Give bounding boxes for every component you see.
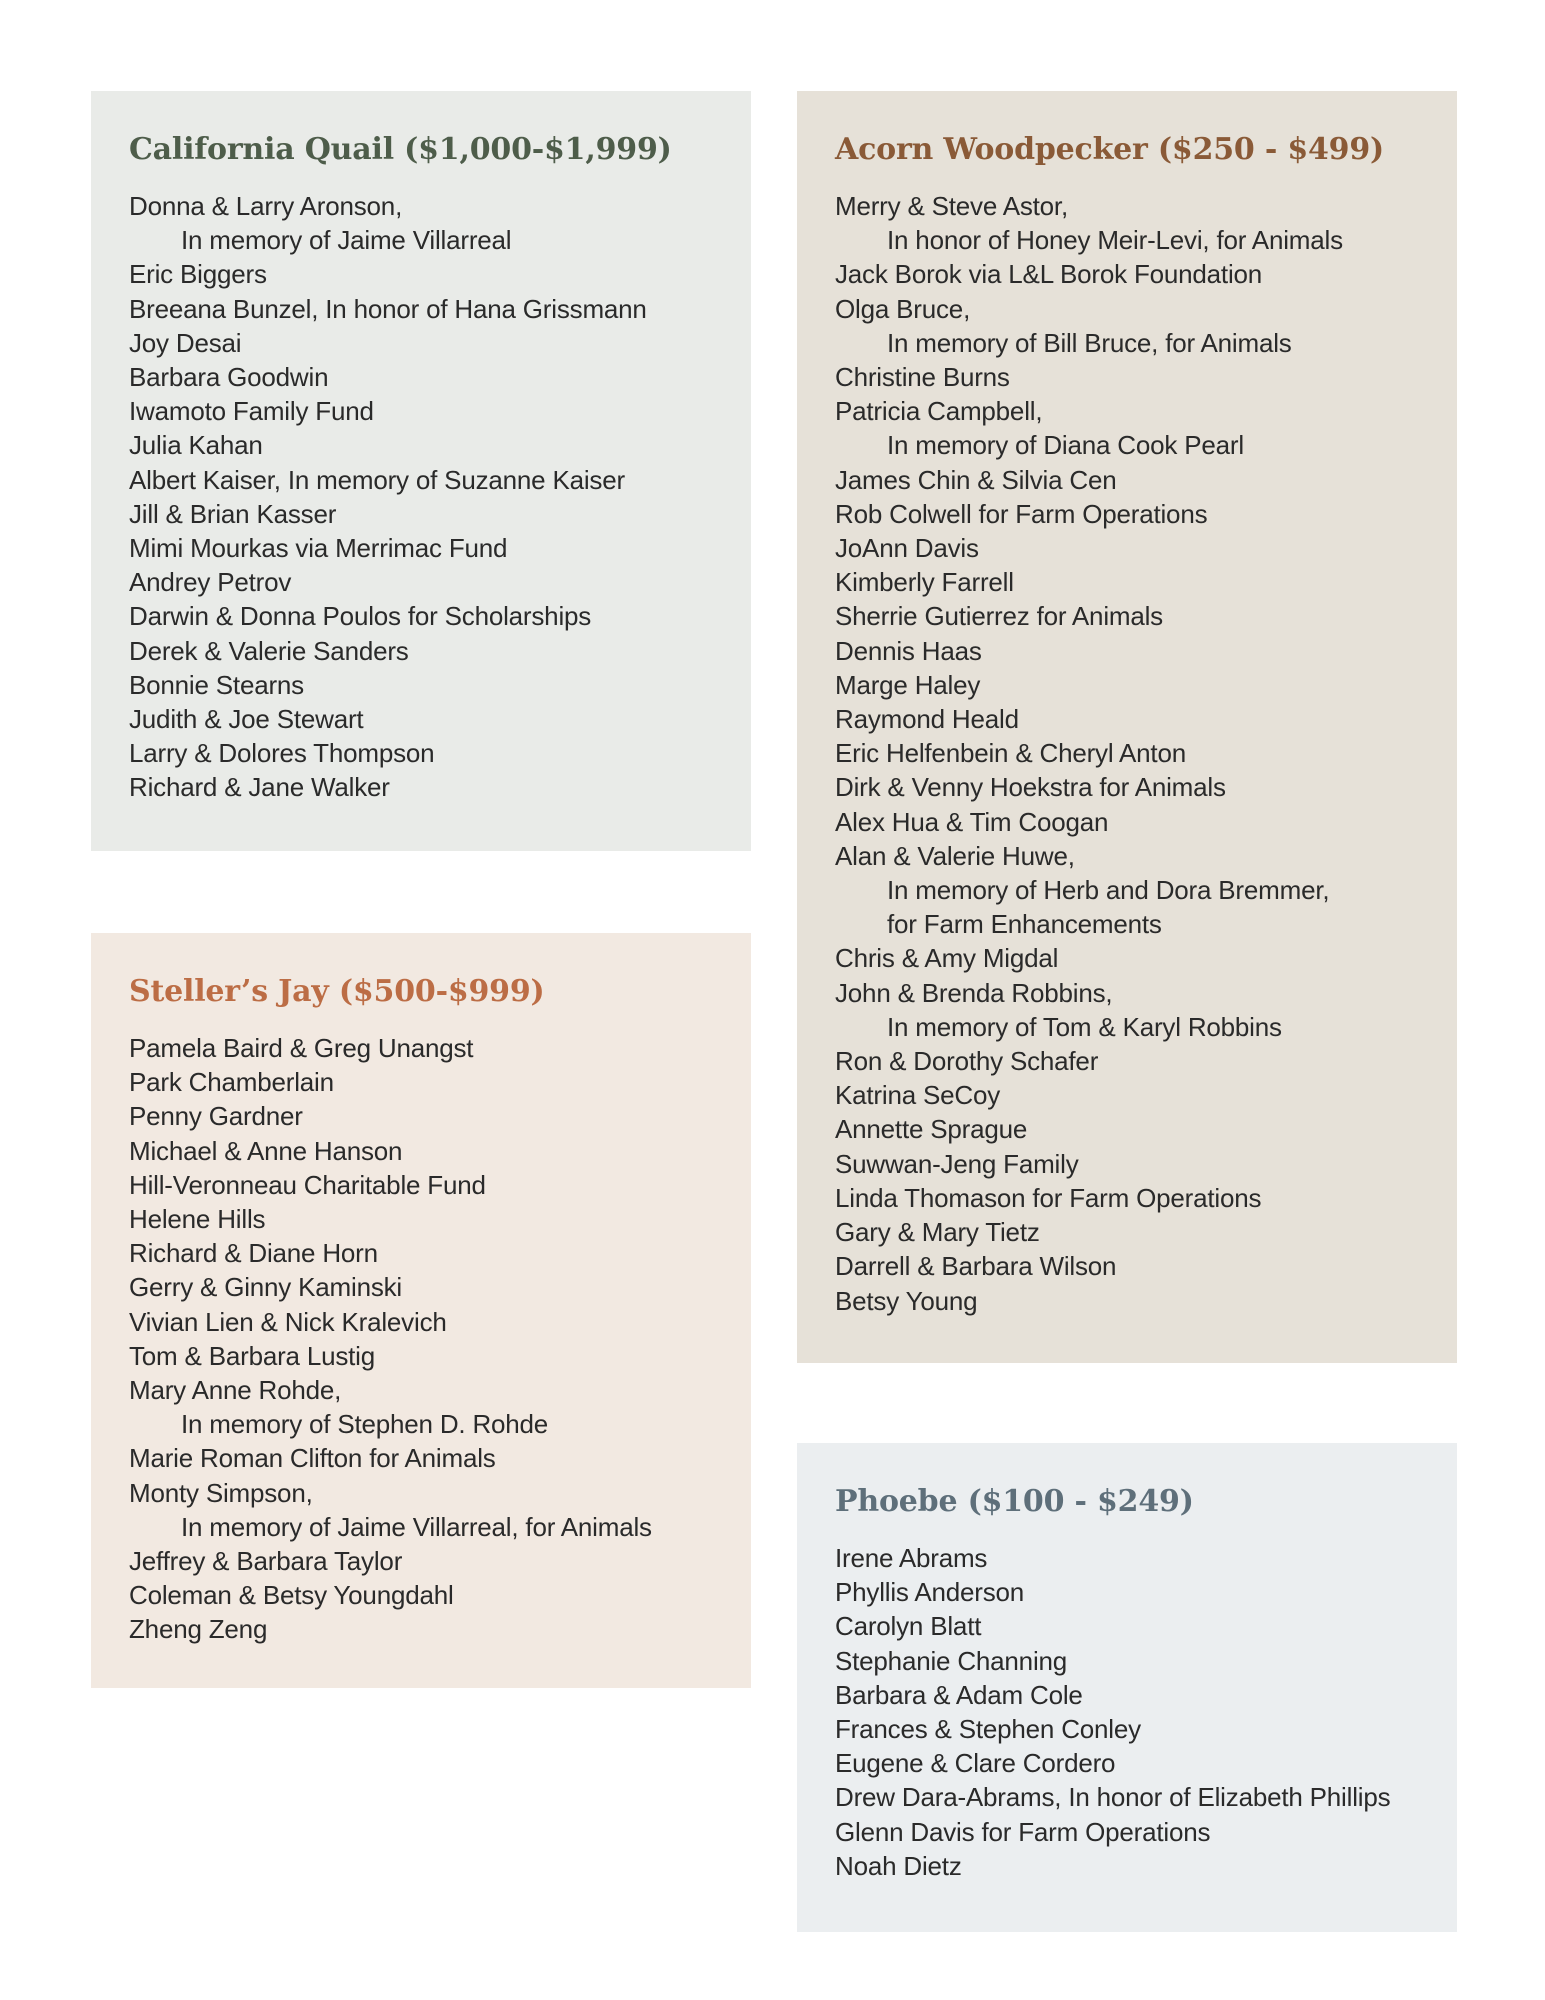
donor-entry: Dirk & Venny Hoekstra for Animals [835, 772, 1226, 803]
donor-section-acorn-woodpecker [797, 91, 1457, 1363]
donor-entry: Drew Dara-Abrams, In honor of Elizabeth Phillips [835, 1782, 1391, 1813]
donor-entry: Eric Biggers [129, 259, 267, 290]
donor-entry: Christine Burns [835, 362, 1010, 393]
donor-entry: Penny Gardner [129, 1101, 303, 1132]
donor-entry: Olga Bruce, [835, 293, 971, 324]
donor-entry: Alex Hua & Tim Coogan [835, 806, 1109, 837]
donor-entry: Marge Haley [835, 669, 981, 700]
donor-entry: Noah Dietz [835, 1850, 962, 1881]
donor-entry: Sherrie Gutierrez for Animals [835, 601, 1163, 632]
donor-entry: Glenn Davis for Farm Operations [835, 1816, 1211, 1847]
donor-entry: Merry & Steve Astor, [835, 191, 1068, 221]
donor-tribute-line: In memory of Herb and Dora Bremmer, [887, 875, 1330, 906]
donor-entry: Annette Sprague [835, 1114, 1028, 1145]
donor-tribute-line: In memory of Tom & Karyl Robbins [887, 1011, 1282, 1042]
donor-entry: Jack Borok via L&L Borok Foundation [835, 259, 1263, 290]
donor-entry: Dennis Haas [835, 635, 982, 666]
donor-entry: Barbara Goodwin [129, 362, 329, 393]
donor-entry: Mary Anne Rohde, [129, 1375, 342, 1406]
donor-list [129, 1031, 713, 1647]
donor-entry: John & Brenda Robbins, [835, 977, 1113, 1008]
donor-entry: Julia Kahan [129, 430, 263, 461]
donor-tribute-line: In honor of Honey Meir-Levi, for Animals [887, 225, 1343, 256]
donor-tribute-line: In memory of Bill Bruce, for Animals [887, 327, 1292, 358]
donor-entry: Breeana Bunzel, In honor of Hana Grissmann [129, 293, 647, 324]
donor-entry: Larry & Dolores Thompson [129, 738, 435, 769]
donor-entry: Coleman & Betsy Youngdahl [129, 1580, 454, 1611]
donor-section-california-quail [91, 91, 751, 851]
donor-tribute-line: In memory of Diana Cook Pearl [887, 430, 1244, 461]
donor-tribute-line: In memory of Jaime Villarreal [181, 225, 512, 256]
donor-entry: Derek & Valerie Sanders [129, 635, 409, 666]
donor-entry: Jill & Brian Kasser [129, 498, 337, 529]
section-heading: Acorn Woodpecker ($250 - $499) [835, 132, 1385, 167]
donor-entry: Carolyn Blatt [835, 1611, 982, 1642]
donor-tribute-line: for Farm Enhancements [887, 909, 1162, 940]
donor-entry: Ron & Dorothy Schafer [835, 1046, 1099, 1077]
donor-entry: Richard & Jane Walker [129, 772, 390, 803]
donor-entry: JoAnn Davis [835, 533, 979, 564]
donor-entry: Katrina SeCoy [835, 1080, 1001, 1111]
donor-entry: Phyllis Anderson [835, 1577, 1025, 1608]
donor-entry: Joy Desai [129, 327, 242, 358]
donor-entry: Raymond Heald [835, 704, 1019, 735]
donor-entry: Darrell & Barbara Wilson [835, 1251, 1117, 1282]
donor-list [129, 189, 713, 805]
donor-entry: Monty Simpson, [129, 1477, 313, 1508]
donor-section-phoebe [797, 1443, 1457, 1932]
donor-entry: Kimberly Farrell [835, 567, 1014, 598]
donor-list [835, 1541, 1419, 1883]
donor-entry: Iwamoto Family Fund [129, 396, 374, 427]
donor-entry: Barbara & Adam Cole [835, 1679, 1083, 1710]
donor-entry: Gerry & Ginny Kaminski [129, 1272, 403, 1303]
donor-entry: Jeffrey & Barbara Taylor [129, 1546, 403, 1577]
donor-entry: Zheng Zeng [129, 1614, 268, 1645]
donor-entry: Patricia Campbell, [835, 396, 1043, 427]
section-heading: Steller’s Jay ($500-$999) [129, 974, 545, 1009]
donor-tribute-line: In memory of Jaime Villarreal, for Animals [181, 1511, 652, 1542]
donor-entry: Suwwan-Jeng Family [835, 1148, 1079, 1179]
donor-entry: Richard & Diane Horn [129, 1238, 378, 1269]
donor-entry: Irene Abrams [835, 1543, 988, 1573]
donor-entry: Hill-Veronneau Charitable Fund [129, 1169, 486, 1200]
donor-entry: Frances & Stephen Conley [835, 1714, 1141, 1745]
donor-entry: Helene Hills [129, 1204, 266, 1235]
donor-entry: Tom & Barbara Lustig [129, 1340, 376, 1371]
donor-entry: Darwin & Donna Poulos for Scholarships [129, 601, 592, 632]
donor-list [835, 189, 1419, 1318]
donor-entry: Rob Colwell for Farm Operations [835, 498, 1208, 529]
donor-entry: Eric Helfenbein & Cheryl Anton [835, 738, 1186, 769]
donor-section-stellers-jay [91, 933, 751, 1688]
donor-entry: Chris & Amy Migdal [835, 943, 1059, 974]
donor-entry: Park Chamberlain [129, 1067, 334, 1098]
donor-entry: Linda Thomason for Farm Operations [835, 1182, 1262, 1213]
donor-entry: Alan & Valerie Huwe, [835, 840, 1075, 871]
donor-entry: Eugene & Clare Cordero [835, 1748, 1116, 1779]
donor-entry: Bonnie Stearns [129, 669, 304, 700]
donor-entry: Gary & Mary Tietz [835, 1217, 1040, 1248]
donor-entry: Pamela Baird & Greg Unangst [129, 1033, 474, 1063]
donor-entry: Michael & Anne Hanson [129, 1135, 403, 1166]
donor-entry: Stephanie Channing [835, 1645, 1068, 1676]
section-heading: California Quail ($1,000-$1,999) [129, 132, 672, 167]
donor-entry: James Chin & Silvia Cen [835, 464, 1117, 495]
donor-entry: Albert Kaiser, In memory of Suzanne Kaiser [129, 464, 625, 495]
section-heading: Phoebe ($100 - $249) [835, 1484, 1194, 1519]
donor-entry: Mimi Mourkas via Merrimac Fund [129, 533, 508, 564]
donor-entry: Donna & Larry Aronson, [129, 191, 403, 221]
donor-entry: Betsy Young [835, 1285, 978, 1316]
donor-entry: Andrey Petrov [129, 567, 292, 598]
donor-tribute-line: In memory of Stephen D. Rohde [181, 1409, 549, 1440]
donor-entry: Marie Roman Clifton for Animals [129, 1443, 496, 1474]
donor-entry: Vivian Lien & Nick Kralevich [129, 1306, 447, 1337]
donor-entry: Judith & Joe Stewart [129, 704, 364, 735]
